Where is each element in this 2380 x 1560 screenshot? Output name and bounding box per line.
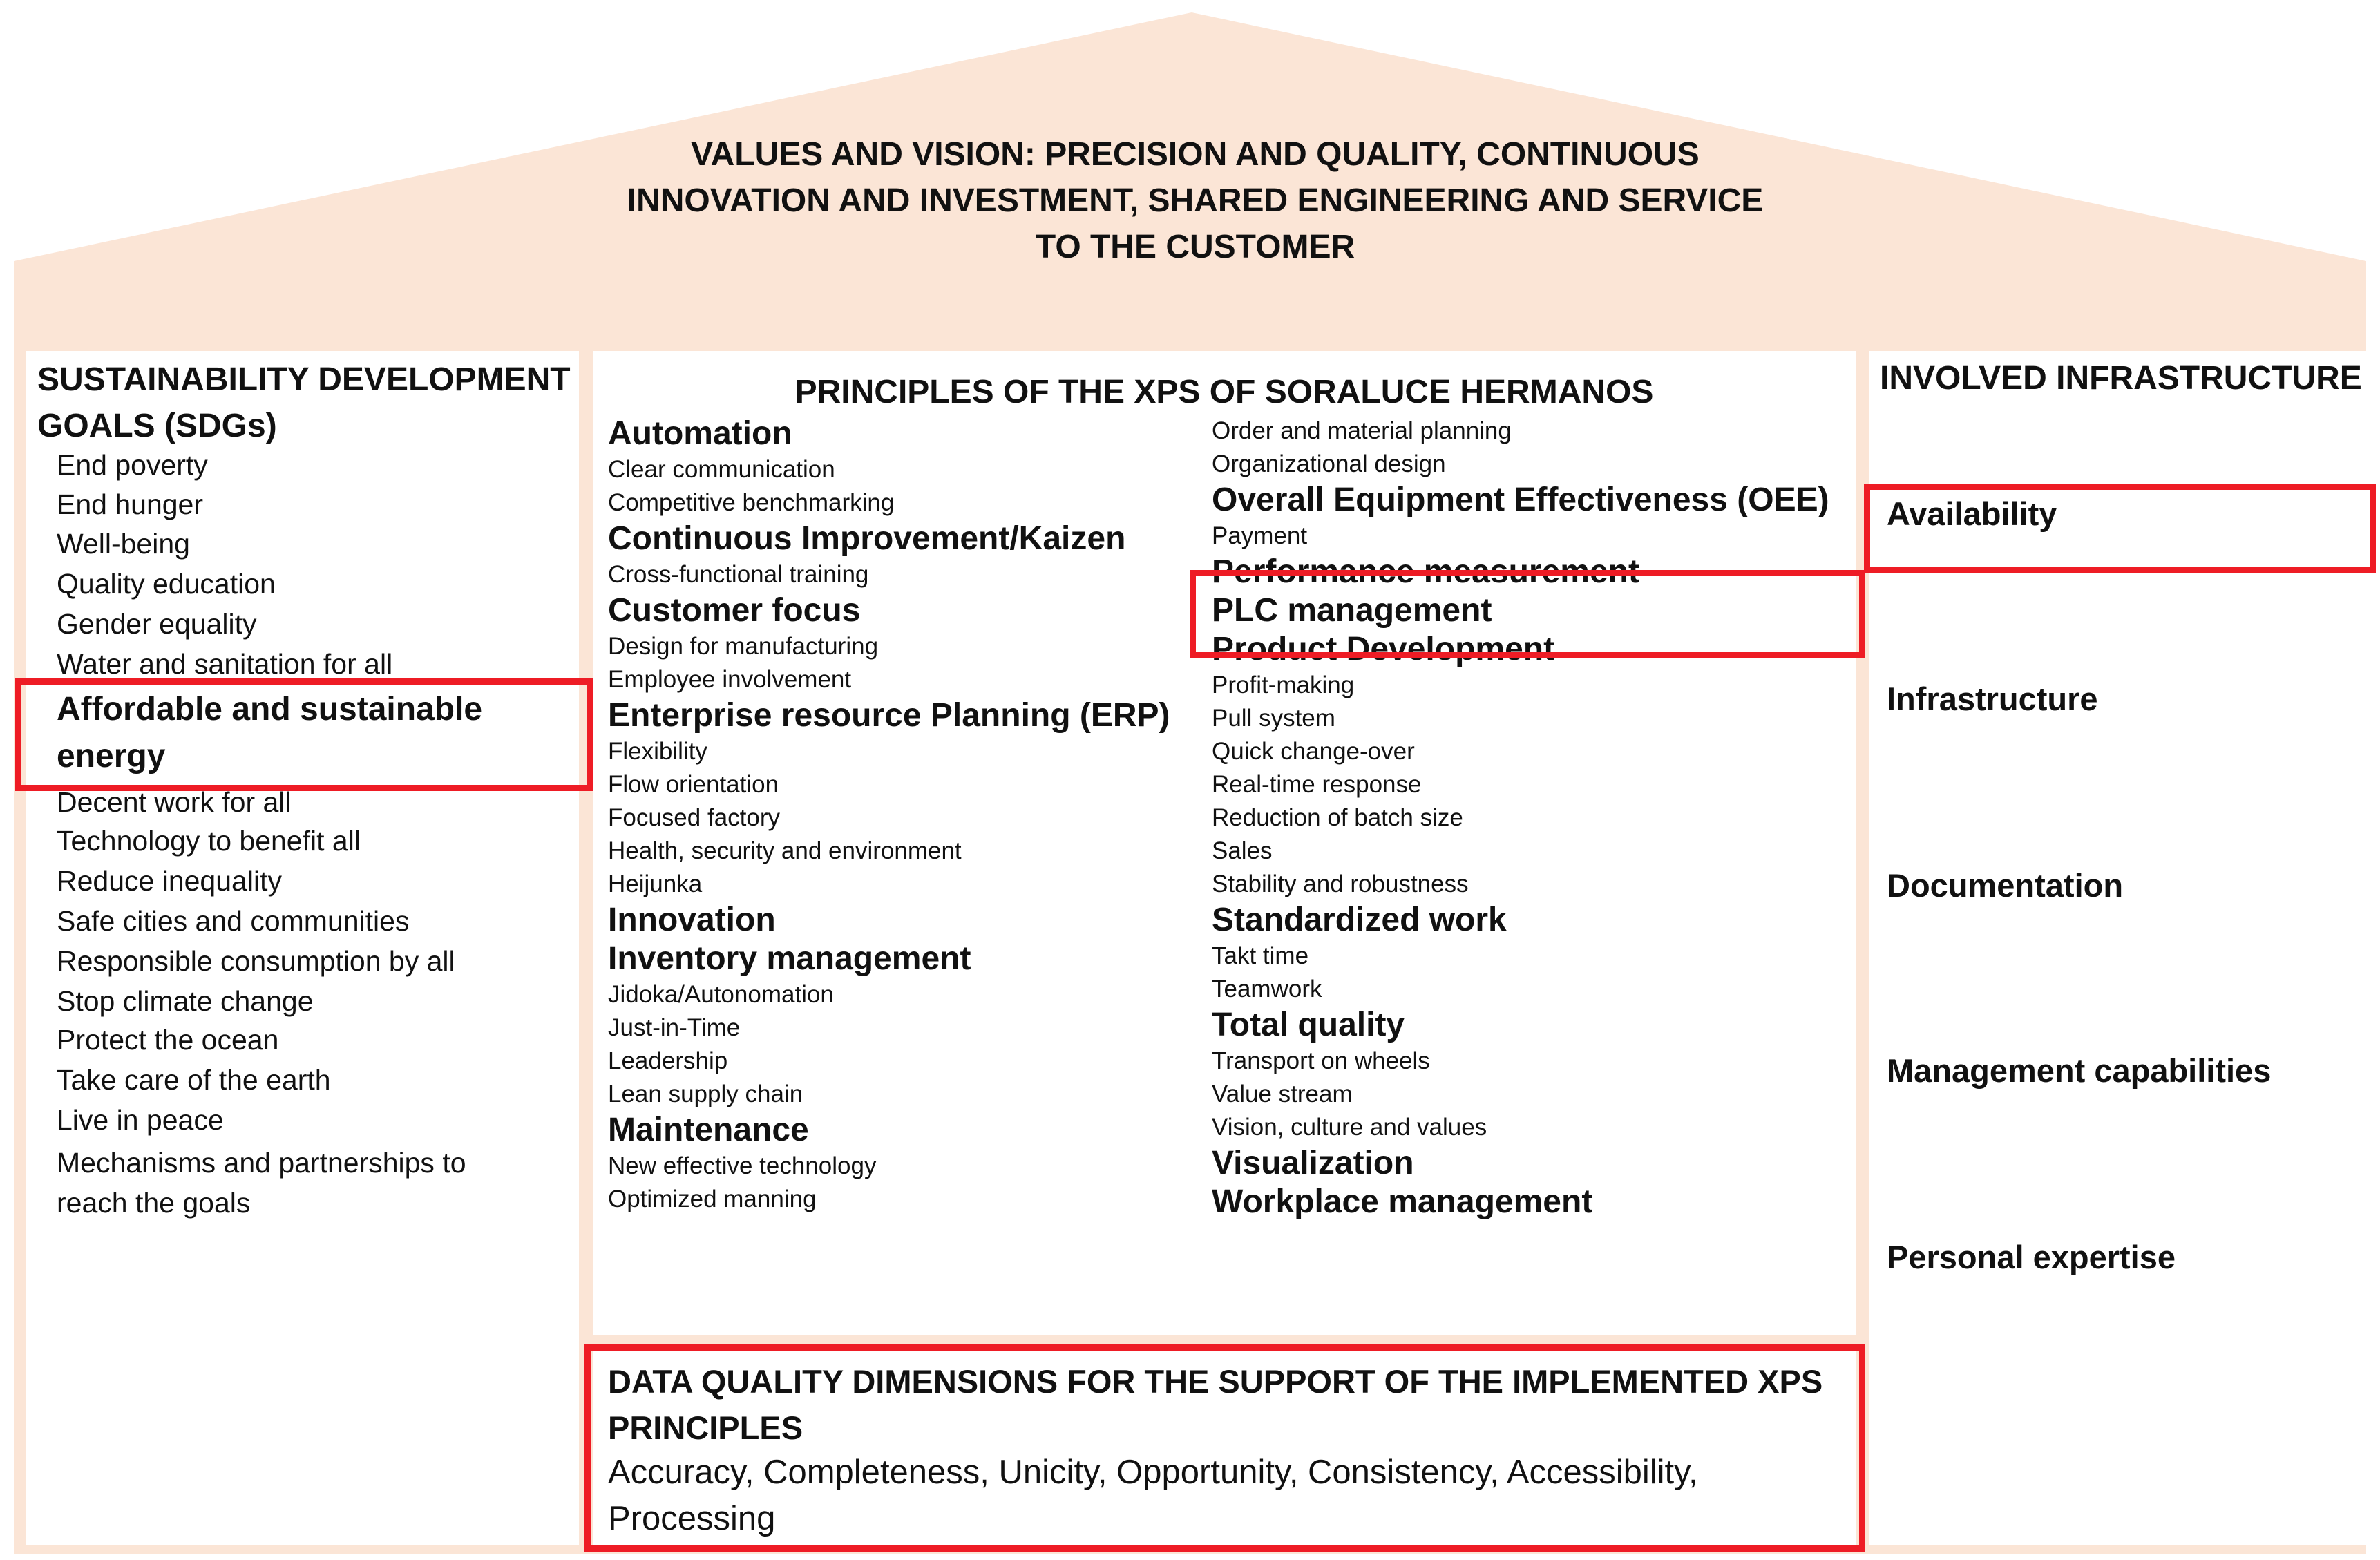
sdg-item: Reduce inequality xyxy=(57,865,282,897)
principle-real-time-response: Real-time response xyxy=(1212,771,1422,798)
data-quality-header: DATA QUALITY DIMENSIONS FOR THE SUPPORT OF THE IMPLEMENTED XPS PRINCIPLES xyxy=(608,1363,1823,1446)
sdg-item: Decent work for all xyxy=(57,786,292,818)
principle-vision-culture-and-values: Vision, culture and values xyxy=(1212,1114,1487,1141)
principle-new-effective-technology: New effective technology xyxy=(608,1152,877,1179)
infra-item-infrastructure: Infrastructure xyxy=(1887,681,2098,717)
principle-value-stream: Value stream xyxy=(1212,1081,1353,1107)
principle-flexibility: Flexibility xyxy=(608,738,707,765)
infra-item-availability: Availability xyxy=(1887,495,2057,532)
principle-standardized-work: Standardized work xyxy=(1212,902,1507,938)
principle-quick-change-over: Quick change-over xyxy=(1212,738,1415,765)
principle-employee-involvement: Employee involvement xyxy=(608,666,852,693)
sdg-item: Water and sanitation for all xyxy=(57,648,393,680)
sdg-item: Gender equality xyxy=(57,608,257,640)
sdg-item: Safe cities and communities xyxy=(57,905,410,937)
highlight-box-energy xyxy=(15,678,593,791)
sdg-item: Stop climate change xyxy=(57,985,314,1017)
principle-teamwork: Teamwork xyxy=(1212,976,1322,1002)
sdg-item: Take care of the earth xyxy=(57,1064,331,1096)
infra-item-management-capabilities: Management capabilities xyxy=(1887,1052,2272,1089)
principles-panel xyxy=(593,351,1856,1335)
principles-header: PRINCIPLES OF THE XPS OF SORALUCE HERMANOS xyxy=(794,374,1654,410)
values-vision-title: VALUES AND VISION: PRECISION AND QUALITY, CONTINUOUS INNOVATION AND INVESTMENT, SHARED ENGINEERING AND SERVICE TO THE CUSTOMER xyxy=(627,136,1764,265)
principle-leadership: Leadership xyxy=(608,1047,728,1074)
principle-plc-management: PLC management xyxy=(1212,592,1492,629)
sdg-item: Technology to benefit all xyxy=(57,825,361,857)
sdg-item: Mechanisms and partnerships to reach the goals xyxy=(57,1147,466,1219)
principle-flow-orientation: Flow orientation xyxy=(608,771,779,798)
principle-performance-measurement: Performance measurement xyxy=(1212,553,1639,590)
principle-product-development: Product Development xyxy=(1212,631,1555,667)
highlight-box-data-quality xyxy=(584,1344,1865,1552)
principle-overall-equipment-effectiveness-oee: Overall Equipment Effectiveness (OEE) xyxy=(1212,482,1829,518)
infra-item-documentation: Documentation xyxy=(1887,867,2124,904)
principle-just-in-time: Just-in-Time xyxy=(608,1014,741,1041)
sdg-item: End hunger xyxy=(57,488,204,520)
principle-transport-on-wheels: Transport on wheels xyxy=(1212,1047,1430,1074)
sdg-item: Live in peace xyxy=(57,1104,224,1136)
highlight-box-performance-plc xyxy=(1190,570,1865,658)
infra-item-personal-expertise: Personal expertise xyxy=(1887,1239,2176,1275)
principle-lean-supply-chain: Lean supply chain xyxy=(608,1081,803,1107)
sdg-item: Well-being xyxy=(57,528,190,560)
principle-enterprise-resource-planning-erp: Enterprise resource Planning (ERP) xyxy=(608,697,1170,734)
principle-competitive-benchmarking: Competitive benchmarking xyxy=(608,489,895,516)
principle-profit-making: Profit-making xyxy=(1212,672,1355,698)
principle-heijunka: Heijunka xyxy=(608,871,703,897)
principle-organizational-design: Organizational design xyxy=(1212,450,1446,477)
sdg-item: Protect the ocean xyxy=(57,1024,279,1056)
principle-focused-factory: Focused factory xyxy=(608,804,780,831)
principle-sales: Sales xyxy=(1212,837,1273,864)
principle-health-security-and-environment: Health, security and environment xyxy=(608,837,962,864)
principle-optimized-manning: Optimized manning xyxy=(608,1186,817,1212)
principle-clear-communication: Clear communication xyxy=(608,456,835,483)
principle-automation: Automation xyxy=(608,415,792,452)
sdgs-panel xyxy=(26,351,579,1545)
sdgs-header: SUSTAINABILITY DEVELOPMENT GOALS (SDGs) xyxy=(37,361,571,444)
sdg-item: Responsible consumption by all xyxy=(57,945,455,977)
principle-innovation: Innovation xyxy=(608,902,776,938)
infrastructure-header: INVOLVED INFRASTRUCTURE xyxy=(1880,360,2362,397)
principle-payment: Payment xyxy=(1212,522,1308,549)
principles-column-2 xyxy=(1212,415,1829,1221)
sdg-item: End poverty xyxy=(57,449,208,481)
principle-takt-time: Takt time xyxy=(1212,942,1309,969)
principle-reduction-of-batch-size: Reduction of batch size xyxy=(1212,804,1463,831)
principle-design-for-manufacturing: Design for manufacturing xyxy=(608,633,879,660)
principle-total-quality: Total quality xyxy=(1212,1007,1405,1043)
principles-column-1 xyxy=(608,415,1202,1216)
principle-visualization: Visualization xyxy=(1212,1145,1414,1181)
data-quality-dimensions: Accuracy, Completeness, Unicity, Opportunity, Consistency, Accessibility, Processing xyxy=(608,1454,1698,1537)
principle-maintenance: Maintenance xyxy=(608,1112,809,1148)
sdg-item-affordable-energy: Affordable and sustainable energy xyxy=(57,691,483,774)
principle-pull-system: Pull system xyxy=(1212,705,1335,732)
principle-stability-and-robustness: Stability and robustness xyxy=(1212,871,1469,897)
principle-workplace-management: Workplace management xyxy=(1212,1183,1593,1220)
principle-cross-functional-training: Cross-functional training xyxy=(608,561,869,588)
principle-continuous-improvement-kaizen: Continuous Improvement/Kaizen xyxy=(608,520,1126,557)
principle-order-and-material-planning: Order and material planning xyxy=(1212,417,1512,444)
principle-jidoka-autonomation: Jidoka/Autonomation xyxy=(608,981,834,1008)
principle-customer-focus: Customer focus xyxy=(608,592,861,629)
sdg-item: Quality education xyxy=(57,568,276,600)
principle-inventory-management: Inventory management xyxy=(608,940,971,977)
highlight-box-availability xyxy=(1864,484,2376,573)
